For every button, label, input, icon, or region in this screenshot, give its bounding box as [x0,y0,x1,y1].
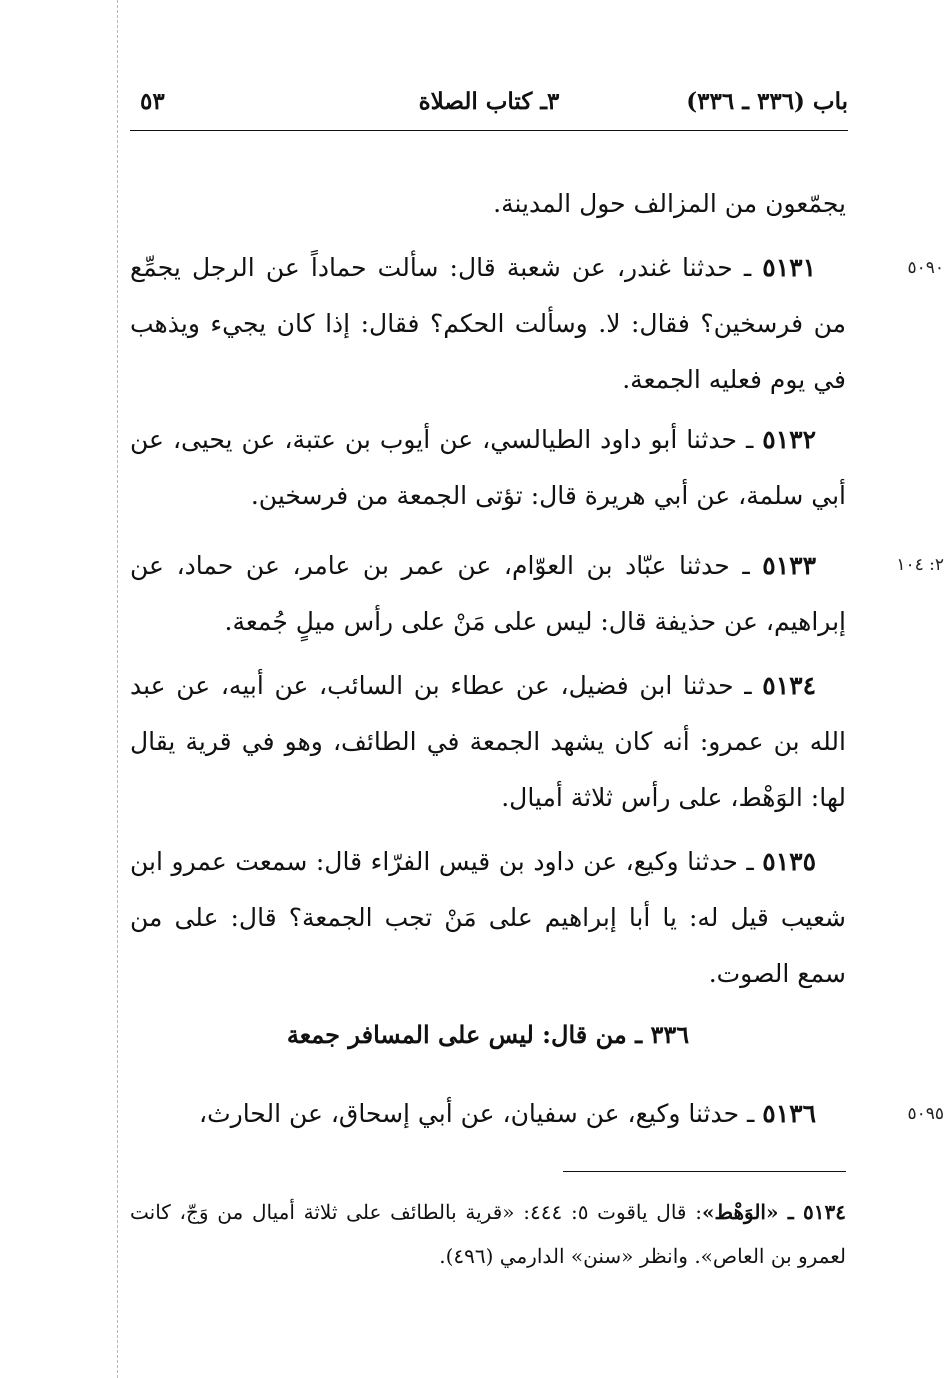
hadith-entry [130,834,846,1002]
section-heading: ٣٣٦ ـ من قال: ليس على المسافر جمعة [286,1020,690,1049]
hadith-entry [130,412,846,524]
footnote [130,1190,846,1278]
chapter-range: باب (٣٣٦ ـ ٣٣٦) [686,88,848,115]
hadith-entry [130,538,846,650]
hadith-text: ـ حدثنا ابن فضيل، عن عطاء بن السائب، عن أبيه، عن عبد الله بن عمرو: أنه كان يشهد الجمعة في الطائف، وهو في قرية يقال لها: الوَهْط، على رأس ثلاثة أميال. [130,671,846,812]
running-header [130,88,848,128]
continuation-text: يجمّعون من المزالف حول المدينة. [493,189,846,218]
margin-reference: ٥٠٩٠ [907,258,944,278]
hadith-text: ـ حدثنا أبو داود الطيالسي، عن أيوب بن عتبة، عن يحيى، عن أبي سلمة، عن أبي هريرة قال: تؤتى الجمعة من فرسخين. [130,425,846,510]
footnote-text: : قال ياقوت ٥: ٤٤٤: «قرية بالطائف على ثلاثة أميال من وَجّ، كانت لعمرو بن العاص». وانظر «سنن» الدارمي (٤٩٦). [130,1200,846,1268]
gutter-guide-line [117,0,118,1378]
margin-reference: ٥٠٩٥ [907,1104,944,1124]
hadith-text: ـ حدثنا وكيع، عن سفيان، عن أبي إسحاق، عن الحارث، [199,1099,763,1128]
page-number: ٥٣ [140,88,165,115]
hadith-entry [130,658,846,826]
footnote-rule [563,1171,846,1172]
hadith-entry [130,1086,846,1142]
header-rule [130,130,848,131]
footnote-reference: ٥١٣٤ ـ «الوَهْط» [701,1200,846,1224]
hadith-number: ٥١٣٢ [762,425,816,454]
hadith-text: ـ حدثنا غندر، عن شعبة قال: سألت حماداً عن الرجل يجمِّع من فرسخين؟ فقال: لا. وسألت الحكم؟ فقال: إذا كان يجيء ويذهب في يوم فعليه الجمعة. [130,253,846,394]
hadith-text: ـ حدثنا عبّاد بن العوّام، عن عمر بن عامر، عن حماد، عن إبراهيم، عن حذيفة قال: ليس على مَنْ على رأس ميلٍ جُمعة. [130,551,846,636]
margin-reference: ٢: ١٠٤ [896,555,944,575]
book-title: ٣ـ كتاب الصلاة [418,88,560,115]
hadith-number: ٥١٣٥ [762,847,816,876]
hadith-number: ٥١٣٦ [762,1099,816,1128]
hadith-number: ٥١٣١ [762,253,816,282]
hadith-text: ـ حدثنا وكيع، عن داود بن قيس الفرّاء قال: سمعت عمرو ابن شعيب قيل له: يا أبا إبراهيم على مَنْ تجب الجمعة؟ قال: على من سمع الصوت. [130,847,846,988]
hadith-number: ٥١٣٣ [762,551,816,580]
hadith-number: ٥١٣٤ [762,671,816,700]
hadith-entry [130,240,846,408]
